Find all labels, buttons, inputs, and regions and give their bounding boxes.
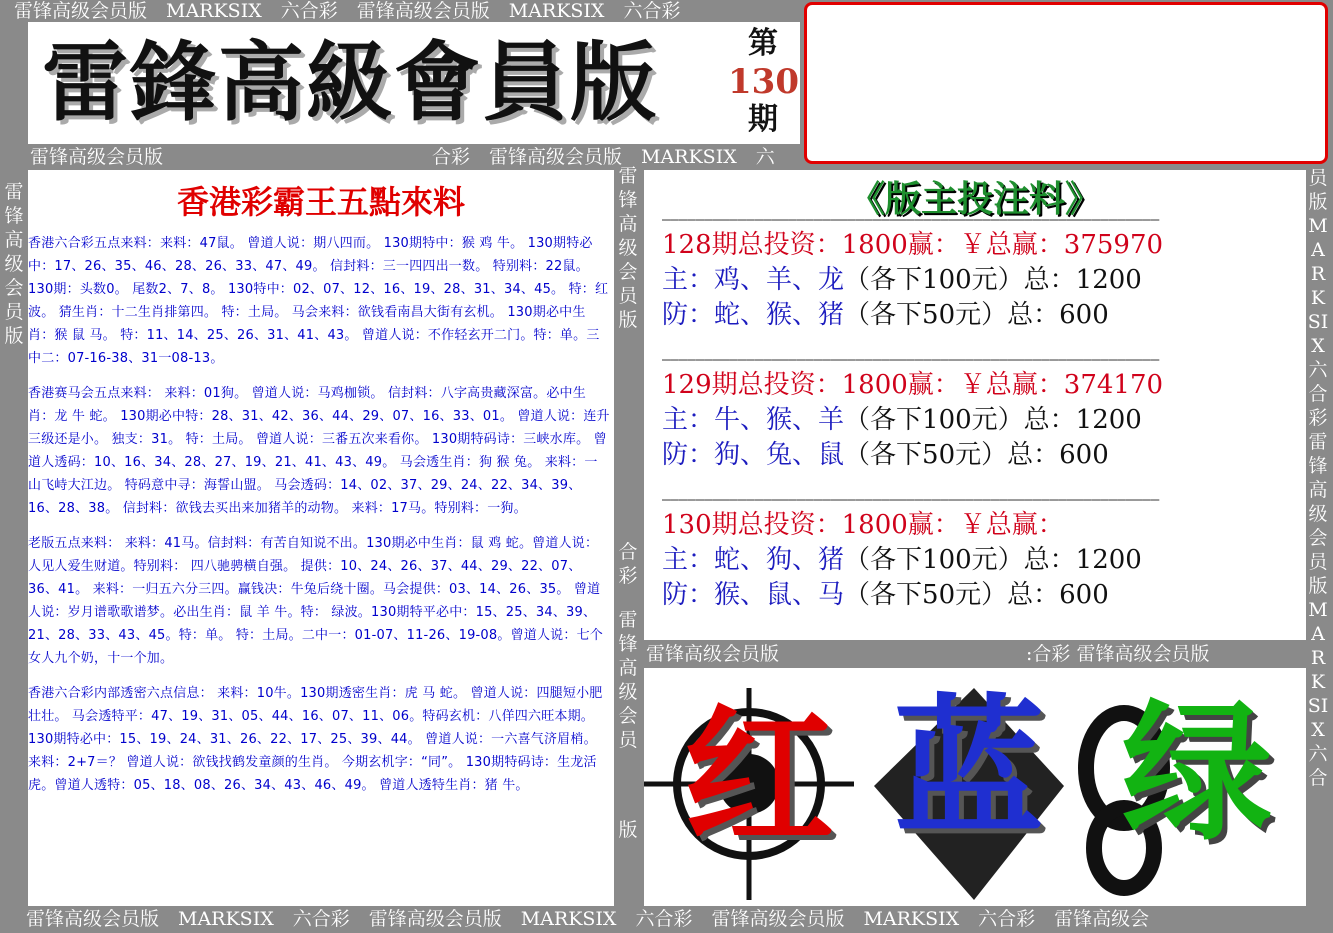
main-title: 雷鋒高級會員版: [42, 32, 658, 133]
defense-zodiac: 狗、兔、鼠: [714, 440, 845, 470]
left-panel-title: 香港彩霸王五點來料: [176, 183, 465, 221]
bet-entry-130: [662, 492, 1302, 613]
bet-entry-129: [662, 352, 1302, 473]
main-label: 主：: [662, 545, 715, 575]
bet-defense-line: [662, 438, 1302, 473]
main-zodiac: 牛、猴、羊: [714, 405, 845, 435]
issue-number: 130: [728, 62, 799, 102]
announcement-box: [804, 2, 1328, 164]
main-zodiac: 鸡、羊、龙: [714, 265, 845, 295]
middle-stripe-mid: 合彩: [618, 541, 638, 587]
info-section-1: 香港六合彩五点来料：来料：47鼠。 曾道人说：期八四而。 130期特中：猴 鸡 牛。 130期特必中：17、26、35、46、28、26、33、47、49。 信封料：三一四四出一数。 特别料：22鼠。 130期：头数0。 尾数2、7、8。 130特中：02、07、12、16、19、28、31、34、45。 特：红波。 猜生肖：十二生肖排第四。 特：土局。 马会来料：欲钱看南昌大街有玄机。 130期必中生肖：猴 鼠 马。 特：11、14、25、26、31、41、43。 曾道人说：不作轻玄开二门。特：单。三中二：07-16-38、31一08-13。: [28, 236, 609, 366]
main-detail: （各下100元）总：1200: [844, 265, 1142, 295]
left-panel: [28, 170, 614, 906]
info-section-3: 老版五点来料： 来料：41马。信封料：有苦自知说不出。130期必中生肖：鼠 鸡 蛇。曾道人说：人见人爱生财道。特别料： 四八驰骋横自强。 提供：10、24、26、37、44、29、22、07、36、41。 来料：一归五六分三四。赢钱决：牛兔后绕十圈。马会提供：03、14、26、35。 曾道人说：岁月谱歌歌谱梦。必出生肖：鼠 羊 牛。特： 绿波。130期特平必中：15、25、34、39、21、28、33、43、45。特：单。 特：土局。二中一：01-07、11-26、19-08。曾道人说：七个女人九个奶，十一个加。: [28, 536, 603, 666]
green-character: 绿: [1122, 685, 1273, 861]
main-zodiac: 蛇、狗、猪: [714, 545, 845, 575]
defense-label: 防：: [662, 440, 715, 470]
between-panels-stripe: 雷锋高级会员版 :合彩 雷锋高级会员版: [646, 643, 1210, 665]
info-section-4: 香港六合彩内部透密六点信息： 来料：10牛。130期透密生肖：虎 马 蛇。 曾道人说：四腿短小肥壮壮。 马会透特平：47、19、31、05、44、16、07、11、06。特码玄机：八佯四六旺本期。 130期特必中：15、19、24、31、26、22、17、25、39、44。 曾道人说：一六喜气济眉梢。 来料：2+7＝？ 曾道人说：欲钱找鹤发童颜的生肖。 今期玄机字：“同”。 130期特码诗：生龙活虎。曾道人透特：05、18、08、26、34、43、46、49。 曾道人透特生肖：猪 牛。: [28, 686, 603, 793]
main-label: 主：: [662, 405, 715, 435]
left-column-stripe: 雷锋高级会员版: [4, 181, 24, 347]
main-detail: （各下100元）总：1200: [844, 405, 1142, 435]
top-stripe: 雷锋高级会员版 MARKSIX 六合彩 雷锋高级会员版 MARKSIX 六合彩: [14, 0, 681, 22]
color-panel: [644, 668, 1306, 906]
bet-entry-128: [662, 212, 1302, 333]
bet-entry-head: 130期总投资：1800赢：￥总赢：: [662, 510, 1064, 540]
right-panel-title: 《版主投注料》: [848, 178, 1101, 220]
defense-label: 防：: [662, 580, 715, 610]
bottom-stripe: 雷锋高级会员版 MARKSIX 六合彩 雷锋高级会员版 MARKSIX 六合彩 雷锋高级会员版 MARKSIX 六合彩 雷锋高级会: [26, 908, 1150, 930]
under-header-stripe-right: 合彩 雷锋高级会员版 MARKSIX 六: [432, 146, 775, 168]
defense-label: 防：: [662, 300, 715, 330]
defense-zodiac: 蛇、猴、猪: [714, 300, 845, 330]
main-label: 主：: [662, 265, 715, 295]
issue-suffix: 期: [748, 102, 778, 137]
separator: ———————————————————————————————————————————————————————————: [662, 212, 1160, 228]
right-panel: [644, 170, 1306, 640]
defense-detail: （各下50元）总：600: [844, 300, 1109, 330]
bet-entry-head: 128期总投资：1800赢：￥总赢：375970: [662, 230, 1164, 260]
middle-stripe-top: 雷锋高级会员版: [618, 165, 638, 331]
blue-character: 蓝: [894, 680, 1045, 856]
main-detail: （各下100元）总：1200: [844, 545, 1142, 575]
bet-main-line: [662, 403, 1302, 438]
red-character: 红: [684, 690, 835, 866]
separator: ———————————————————————————————————————————————————————————: [662, 352, 1160, 368]
under-header-stripe-left: 雷锋高级会员版: [30, 146, 164, 168]
middle-stripe-low: 雷锋高级会员: [618, 609, 638, 751]
bet-main-line: [662, 263, 1302, 298]
right-column-stripe: 员版MARKSIX六合彩雷锋高级会员版MARKSIX六合: [1307, 167, 1329, 789]
header-banner: [28, 22, 800, 144]
issue-prefix: 第: [748, 26, 778, 61]
defense-detail: （各下50元）总：600: [844, 580, 1109, 610]
middle-stripe-bottom: 版: [618, 819, 638, 841]
bet-defense-line: [662, 298, 1302, 333]
bet-defense-line: [662, 578, 1302, 613]
defense-detail: （各下50元）总：600: [844, 440, 1109, 470]
defense-zodiac: 猴、鼠、马: [714, 580, 845, 610]
bet-entry-head: 129期总投资：1800赢：￥总赢：374170: [662, 370, 1164, 400]
bet-main-line: [662, 543, 1302, 578]
issue-number-box: [728, 26, 798, 138]
info-section-2: 香港赛马会五点来料： 来料：01狗。 曾道人说：马鸡枷锁。 信封料：八字高贵藏深富。必中生肖：龙 牛 蛇。 130期必中特：28、31、42、36、44、29、07、16、33、01。 曾道人说：连升三级还是小。 独支：31。 特：土局。 曾道人说：三番五次来看你。 130期特码诗：三峡水库。 曾道人透码：10、16、34、28、27、19、21、41、43、49。 马会透生肖：狗 猴 兔。 来料：一山飞峙大江边。 特码意中寻：海誓山盟。 马会透码：14、02、37、29、24、22、34、39、16、28、38。 信封料：欲钱去买出来加猪羊的动物。 来料：17马。特别料：一狗。: [28, 386, 610, 516]
separator: ———————————————————————————————————————————————————————————: [662, 492, 1160, 508]
